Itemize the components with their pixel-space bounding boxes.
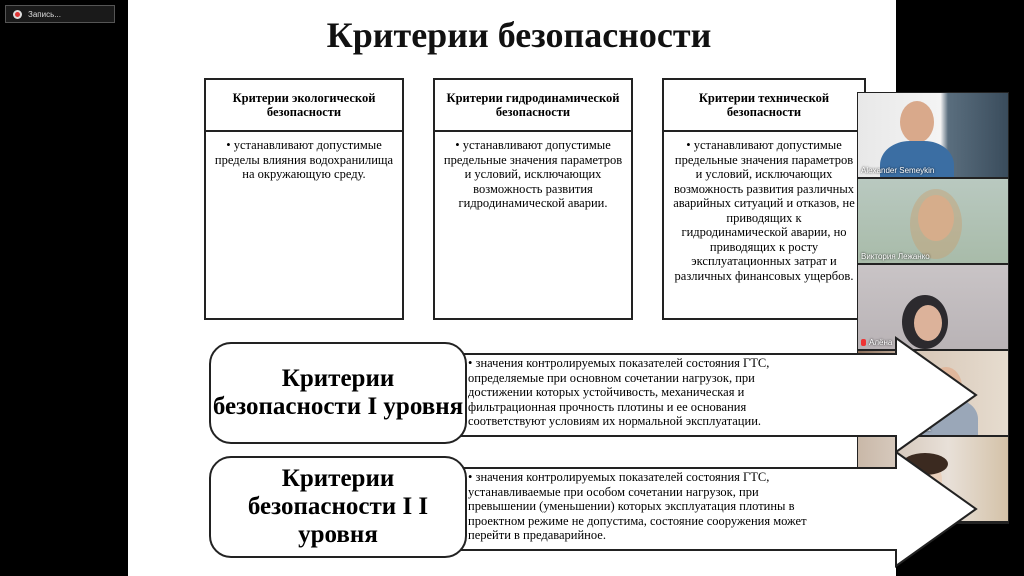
criteria-column-ecological — [204, 78, 404, 320]
record-icon — [13, 10, 22, 19]
recording-label: Запись... — [28, 9, 61, 19]
level2-description: • значения контролируемых показателей состояния ГТС, устанавливаемые при особом сочетании нагрузок, при превышении (уменьшении) которых эксплуатация плотины в проектном режиме не допустима, состояние сооружения может перейти в предаварийное. — [468, 470, 807, 542]
criteria-column-technical — [662, 78, 866, 320]
column-body: • устанавливают допустимые предельные значения параметров и условий, исключающих возможность развития различных аварийных ситуаций и отказов, не приводящих к гидродинамической аварии, но приводящих к росту эксплуатационных затрат и различных финансовых ущербов. — [673, 138, 855, 283]
participant-name: Алёна — [861, 338, 892, 347]
column-header: Критерии гидродинамической безопасности — [435, 80, 631, 132]
column-header: Критерии экологической безопасности — [206, 80, 402, 132]
presentation-slide — [128, 0, 896, 576]
participant-name: Alexander Semeykin — [861, 166, 935, 175]
participant-hair — [910, 189, 962, 259]
column-header: Критерии технической безопасности — [664, 80, 864, 132]
column-body: • устанавливают допустимые пределы влияния водохранилища на окружающую среду. — [214, 138, 394, 181]
level2-label-box: Критерии безопасности I I уровня — [209, 456, 467, 558]
participant-tile[interactable] — [858, 93, 1008, 177]
slide-title: Критерии безопасности — [326, 15, 712, 55]
participant-tile[interactable] — [858, 179, 1008, 263]
column-body: • устанавливают допустимые предельные значения параметров и условий, исключающих возможность развития гидродинамической аварии. — [443, 138, 623, 210]
recording-indicator[interactable] — [5, 5, 115, 23]
participant-video — [900, 101, 934, 143]
level1-description: • значения контролируемых показателей состояния ГТС, определяемые при основном сочетании нагрузок, при достижении которых устойчивость, механическая и фильтрационная прочность плотины и ее основания соответствуют условиям их нормальной эксплуатации. — [468, 356, 770, 428]
level1-label-box: Критерии безопасности I уровня — [209, 342, 467, 444]
participant-name: Виктория Лежанко — [861, 252, 930, 261]
criteria-column-hydrodynamic — [433, 78, 633, 320]
